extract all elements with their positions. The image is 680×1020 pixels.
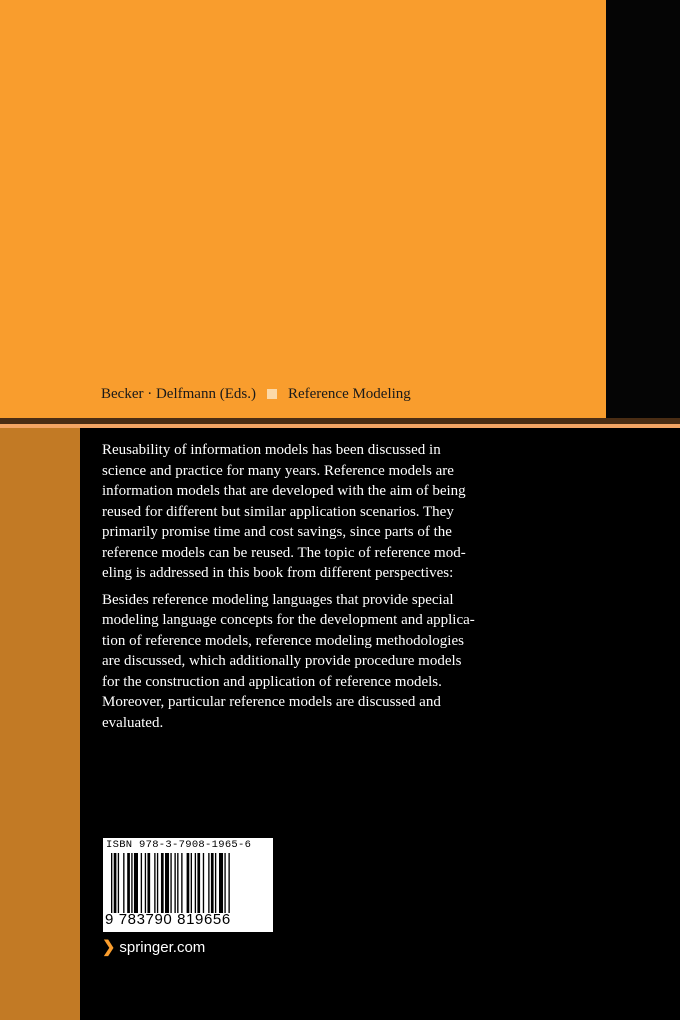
publisher-link[interactable]: [102, 937, 205, 957]
barcode-bar: [174, 853, 175, 913]
blurb-line: Besides reference modeling languages that provide special: [102, 591, 454, 608]
blurb-line: reused for different but similar application scenarios. They: [102, 503, 454, 520]
blurb-line: eling is addressed in this book from different perspectives:: [102, 565, 454, 581]
blurb-line: modeling language concepts for the development and applica-: [102, 612, 475, 628]
barcode-bar: [211, 853, 214, 913]
spine-black-edge: [606, 0, 680, 418]
book-title: Reference Modeling: [287, 385, 411, 402]
blurb-line: tion of reference models, reference modeling methodologies: [102, 632, 464, 649]
barcode-bar: [165, 853, 169, 913]
isbn-label: ISBN 978-3-7908-1965-6: [106, 839, 252, 851]
blurb-line: science and practice for many years. Reference models are: [102, 462, 454, 479]
blurb-line: Moreover, particular reference models are discussed and: [102, 694, 441, 710]
square-bullet-icon: [267, 389, 277, 399]
barcode-bar: [145, 853, 146, 913]
barcode-bar: [131, 853, 132, 913]
barcode-bar: [191, 853, 192, 913]
barcode-bar: [195, 853, 196, 913]
barcode-bar: [114, 853, 117, 913]
barcode-bar: [170, 853, 171, 913]
back-cover-blurb: [102, 440, 562, 739]
barcode-bar: [111, 853, 112, 913]
barcode-bars: [111, 853, 269, 913]
barcode-bar: [224, 853, 225, 913]
cover-title-line: [101, 383, 411, 405]
barcode-bar: [161, 853, 164, 913]
barcode-bar: [134, 853, 138, 913]
blurb-line: for the construction and application of reference models.: [102, 673, 442, 690]
authors: Becker · Delfmann (Eds.): [101, 385, 256, 402]
blurb-paragraph-1: [102, 440, 562, 584]
barcode-bar: [154, 853, 155, 913]
blurb-line: information models that are developed with the aim of being: [102, 483, 466, 499]
barcode-bar: [187, 853, 190, 913]
barcode-bar: [228, 853, 229, 913]
barcode-bar: [197, 853, 200, 913]
blurb-line: are discussed, which additionally provide procedure models: [102, 653, 462, 669]
barcode-bar: [123, 853, 124, 913]
barcode-bar: [147, 853, 150, 913]
barcode-bar: [127, 853, 130, 913]
barcode-bar: [181, 853, 182, 913]
publisher-url: springer.com: [119, 938, 206, 956]
barcode-bar: [215, 853, 216, 913]
blurb-paragraph-2: [102, 590, 562, 734]
blurb-line: reference models can be reused. The topic of reference mod-: [102, 544, 466, 561]
chevron-right-icon: ❯: [102, 939, 116, 956]
barcode-bar: [177, 853, 178, 913]
barcode-bar: [219, 853, 223, 913]
barcode-bar: [203, 853, 204, 913]
blurb-line: Reusability of information models has been discussed in: [102, 442, 441, 458]
barcode-bar: [157, 853, 158, 913]
cover-left-strip: [0, 428, 80, 1020]
cover-orange-panel: [0, 0, 606, 418]
blurb-line: evaluated.: [102, 714, 164, 731]
barcode-bar: [118, 853, 119, 913]
isbn-barcode: [103, 838, 273, 932]
blurb-line: primarily promise time and cost savings, since parts of the: [102, 524, 452, 540]
barcode-bar: [141, 853, 142, 913]
barcode-digits: 9 783790 819656: [105, 911, 231, 928]
barcode-bar: [208, 853, 209, 913]
